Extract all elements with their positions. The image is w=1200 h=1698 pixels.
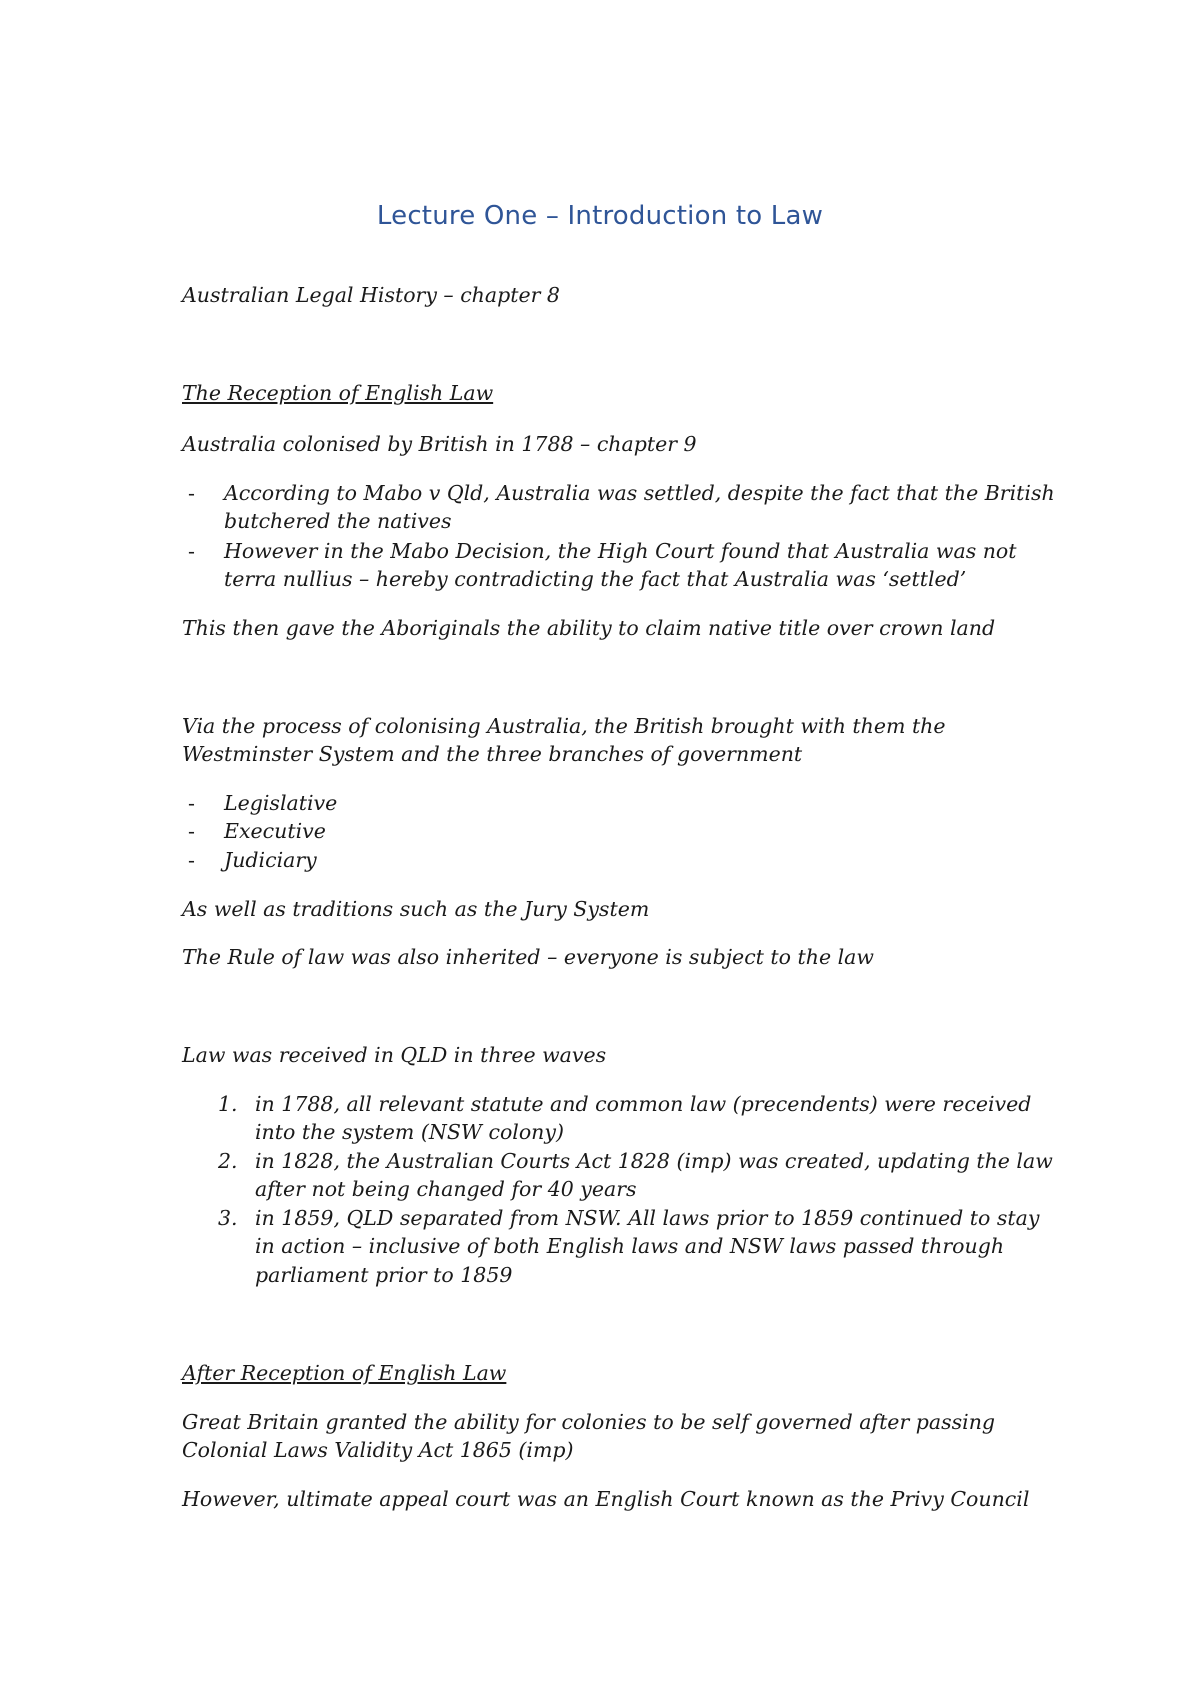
list-number: 1. — [218, 1092, 238, 1116]
list-number: 3. — [218, 1206, 238, 1230]
waves-intro: Law was received in QLD in three waves — [182, 1043, 607, 1067]
subtitle-text: Australian Legal History – chapter 8 — [182, 283, 560, 307]
jury-system-text: As well as traditions such as the Jury System — [182, 897, 650, 921]
westminster-paragraph-line: Westminster System and the three branches of government — [182, 742, 803, 766]
list-number: 2. — [218, 1149, 238, 1173]
bullet-dash: - — [188, 481, 195, 505]
branch-judiciary: Judiciary — [224, 848, 317, 872]
section-heading-reception: The Reception of English Law — [182, 381, 494, 405]
colonisation-intro: Australia colonised by British in 1788 – chapter 9 — [182, 432, 697, 456]
wave-line: in 1788, all relevant statute and common law (precendents) were received — [255, 1092, 1032, 1116]
privy-council-text: However, ultimate appeal court was an English Court known as the Privy Council — [182, 1487, 1030, 1511]
page-title: Lecture One – Introduction to Law — [376, 201, 824, 231]
branch-legislative: Legislative — [224, 791, 338, 815]
bullet-dash: - — [188, 819, 195, 843]
native-title-paragraph: This then gave the Aboriginals the ability to claim native title over crown land — [182, 616, 996, 640]
bullet-line: terra nullius – hereby contradicting the fact that Australia was ‘settled’ — [224, 567, 967, 591]
wave-line: parliament prior to 1859 — [255, 1263, 513, 1287]
bullet-line: butchered the natives — [224, 509, 452, 533]
bullet-line: According to Mabo v Qld, Australia was settled, despite the fact that the British — [224, 481, 1055, 505]
wave-line: after not being changed for 40 years — [255, 1177, 637, 1201]
self-government-paragraph-line: Colonial Laws Validity Act 1865 (imp) — [182, 1438, 574, 1462]
bullet-dash: - — [188, 791, 195, 815]
westminster-paragraph-line: Via the process of colonising Australia, the British brought with them the — [182, 714, 946, 738]
branch-executive: Executive — [224, 819, 326, 843]
bullet-dash: - — [188, 848, 195, 872]
wave-line: in 1828, the Australian Courts Act 1828 (imp) was created, updating the law — [255, 1149, 1053, 1173]
wave-line: in action – inclusive of both English laws and NSW laws passed through — [255, 1234, 1005, 1258]
wave-line: into the system (NSW colony) — [255, 1120, 564, 1144]
self-government-paragraph-line: Great Britain granted the ability for colonies to be self governed after passing — [182, 1410, 996, 1434]
section-heading-after-reception: After Reception of English Law — [182, 1361, 507, 1385]
bullet-line: However in the Mabo Decision, the High Court found that Australia was not — [224, 539, 1017, 563]
wave-line: in 1859, QLD separated from NSW. All laws prior to 1859 continued to stay — [255, 1206, 1040, 1230]
bullet-dash: - — [188, 539, 195, 563]
rule-of-law-text: The Rule of law was also inherited – everyone is subject to the law — [182, 945, 874, 969]
